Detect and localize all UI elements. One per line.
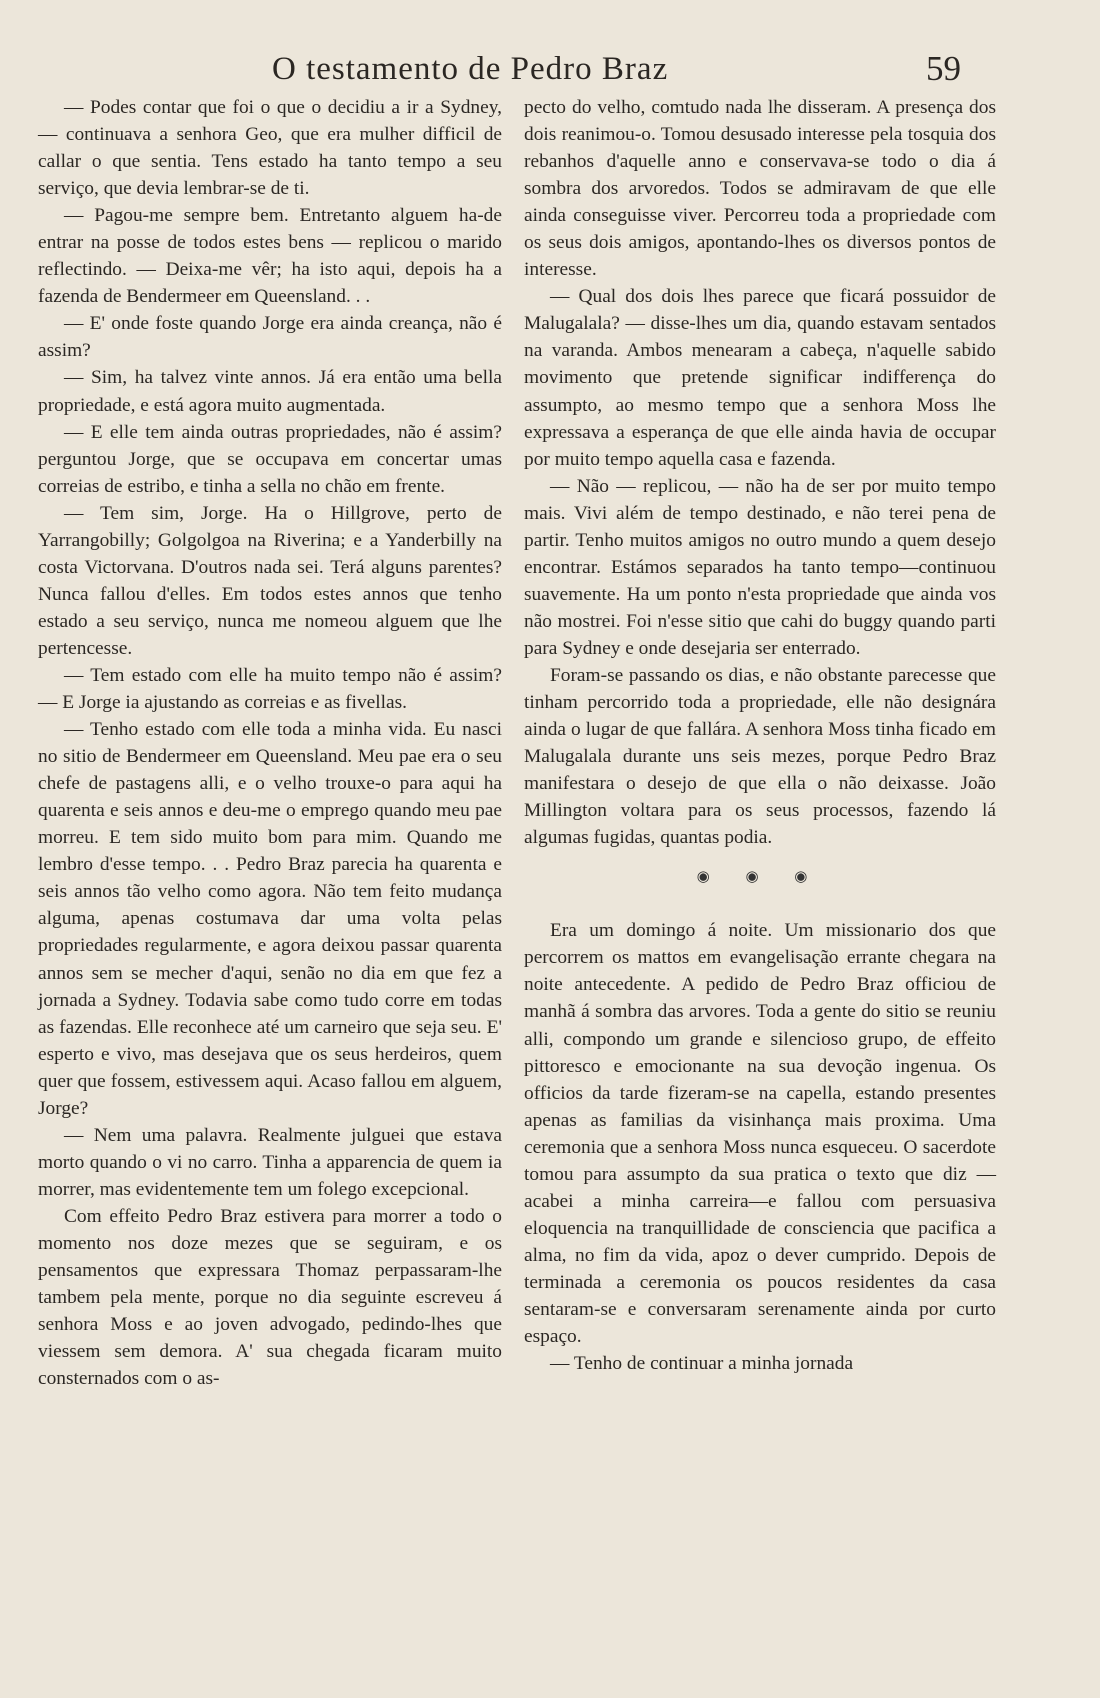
paragraph: — Tem sim, Jorge. Ha o Hillgrove, perto de Yarrangobilly; Golgolgoa na Riverina; e a Yanderbilly na costa Victorvana. D'outros nada sei. Terá alguns parentes? Nunca fallou d'elles. Em todos estes annos que tenho estado a seu serviço, nunca me nomeou alguem que lhe pertencesse. xyxy=(38,502,502,659)
paragraph: — Nem uma palavra. Realmente julguei que estava morto quando o vi no carro. Tinha a apparencia de quem ia morrer, mas evidentemente tem um folego excepcional. xyxy=(38,1124,502,1200)
section-break-ornament: ◉ ◉ ◉ xyxy=(696,869,824,886)
page-number: 59 xyxy=(926,49,961,88)
paragraph: — Podes contar que foi o que o decidiu a ir a Sydney, — continuava a senhora Geo, que era mulher difficil de callar o que sentia. Tens estado ha tanto tempo a seu serviço, que devia lembrar-se de ti. xyxy=(38,97,502,200)
paragraph: — Tenho de continuar a minha jornada xyxy=(550,1353,854,1375)
paragraph: — E elle tem ainda outras propriedades, não é assim? perguntou Jorge, que se occupava em concertar umas correias de estribo, e tinha a sella no chão em frente. xyxy=(38,421,502,497)
paragraph: — Tem estado com elle ha muito tempo não é assim? — E Jorge ia ajustando as correias e as fivellas. xyxy=(38,664,502,714)
paragraph: — Sim, ha talvez vinte annos. Já era então uma bella propriedade, e está agora muito augmentada. xyxy=(38,367,502,416)
paragraph-continued: pecto do velho, comtudo nada lhe disseram. A presença dos dois reanimou-o. Tomou desusado interesse pela tosquia dos rebanhos d'aquelle anno e conservava-se todo o dia á sombra dos arvoredos. Todos se admiravam de que elle ainda conseguisse viver. Percorreu toda a propriedade com os seus dois amigos, apontando-lhes os diversos pontos de interesse. xyxy=(524,97,996,281)
paragraph: Com effeito Pedro Braz estivera para morrer a todo o momento nos doze mezes que se seguiram, e os pensamentos que expressara Thomaz perpassaram-lhe tambem pela mente, porque no dia seguinte escreveu á senhora Moss e ao joven advogado, pedindo-lhes que viessem sem demora. A' sua chegada ficaram muito consternados com o as- xyxy=(38,1205,502,1390)
paragraph: — Pagou-me sempre bem. Entretanto alguem ha-de entrar na posse de todos estes bens — replicou o marido reflectindo. — Deixa-me vêr; ha isto aqui, depois ha a fazenda de Bendermeer em Queensland. . . xyxy=(38,205,502,308)
paragraph: — Não — replicou, — não ha de ser por muito tempo mais. Vivi além de tempo destinado, e não terei pena de partir. Tenho muitos amigos no outro mundo a quem desejo encontrar. Estámos separados ha tanto tempo—continuou suavemente. Ha um ponto n'esta propriedade que ainda vos não mostrei. Foi n'esse sitio que cahi do buggy quando parti para Sydney e onde desejaria ser enterrado. xyxy=(524,475,996,659)
right-column xyxy=(524,94,996,1377)
paragraph: Era um domingo á noite. Um missionario dos que percorrem os mattos em evangelisação errante chegara na noite antecedente. A pedido de Pedro Braz officiou de manhã á sombra das arvores. Toda a gente do sitio se reuniu alli, compondo um grande e silencioso grupo, de effeito pittoresco e emocionante na sua devoção ingenua. Os officios da tarde fizeram-se na capella, estando presentes apenas as familias da visinhança mais proxima. Uma ceremonia que a senhora Moss nunca esqueceu. O sacerdote tomou para assumpto da sua pratica o texto que diz — acabei a minha carreira—e fallou com persuasiva eloquencia na tranquillidade de consciencia que pacifica a alma, no fim da vida, apoz o dever cumprido. Depois de terminada a ceremonia os poucos residentes da casa sentaram-se e conversaram serenamente ainda por curto espaço. xyxy=(524,920,996,1348)
left-column xyxy=(38,94,502,1392)
paragraph: Foram-se passando os dias, e não obstante parecesse que tinham percorrido toda a propriedade, elle não designára ainda o lugar de que fallára. A senhora Moss tinha ficado em Malugalala durante uns seis mezes, porque Pedro Braz manifestara o desejo de que ella o não deixasse. João Millington voltara para os seus processos, fazendo lá algumas fugidas, quantas podia. xyxy=(524,664,996,849)
paragraph: — Qual dos dois lhes parece que ficará possuidor de Malugalala? — disse-lhes um dia, quando estavam sentados na varanda. Ambos menearam a cabeça, n'aquelle sabido movimento que pretende significar indifferença do assumpto, ao mesmo tempo que a senhora Moss lhe expressava a esperança de que elle ainda havia de occupar por muito tempo aquella casa e fazenda. xyxy=(524,286,996,470)
paragraph: — Tenho estado com elle toda a minha vida. Eu nasci no sitio de Bendermeer em Queensland. Meu pae era o seu chefe de pastagens alli, e o velho trouxe-o para aqui ha quarenta e seis annos e deu-me o emprego quando meu pae morreu. E tem sido muito bom para mim. Quando me lembro d'esse tempo. . . Pedro Braz parecia ha quarenta e seis annos tão velho como agora. Não tem feito mudança alguma, apenas costumava dar uma volta pelas propriedades regularmente, e agora deixou passar quarenta annos sem se mecher d'aqui, senão no dia em que fez a jornada a Sydney. Todavia sabe como tudo corre em todas as fazendas. Elle reconhece até um carneiro que seja seu. E' esperto e vivo, mas desejava que os seus herdeiros, quem quer que fossem, estivessem aqui. Acaso fallou em alguem, Jorge? xyxy=(38,719,502,1119)
paragraph: — E' onde foste quando Jorge era ainda creança, não é assim? xyxy=(38,313,502,362)
running-header xyxy=(0,44,1100,94)
page-title: O testamento de Pedro Braz xyxy=(272,51,669,87)
